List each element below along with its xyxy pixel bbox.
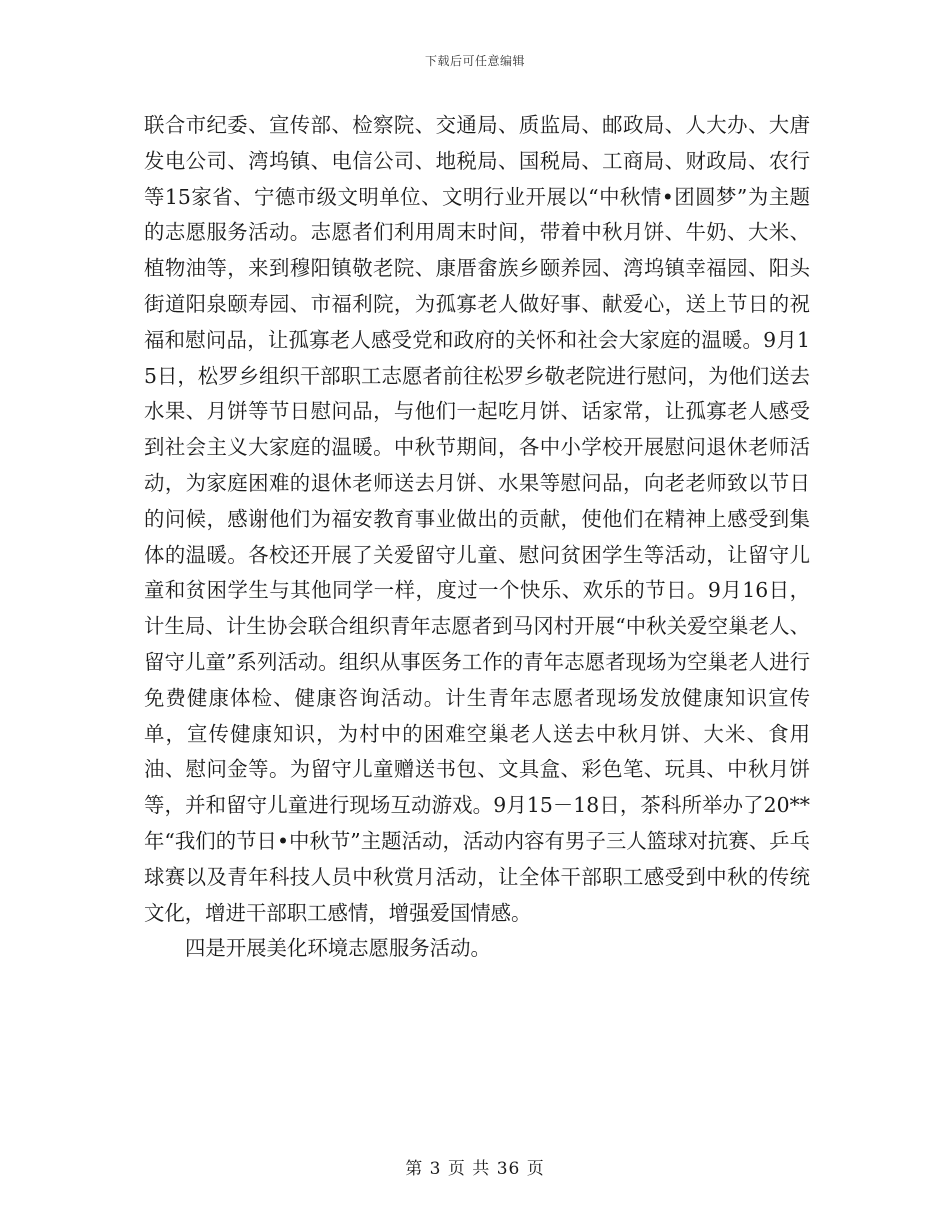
document-body <box>144 108 810 967</box>
body-paragraph-1: 联合市纪委、宣传部、检察院、交通局、质监局、邮政局、人大办、大唐发电公司、湾坞镇、电信公司、地税局、国税局、工商局、财政局、农行等15家省、宁德市级文明单位、文明行业开展以“中秋情•团圆梦”为主题的志愿服务活动。志愿者们利用周末时间，带着中秋月饼、牛奶、大米、植物油等，来到穆阳镇敬老院、康厝畲族乡颐养园、湾坞镇幸福园、阳头街道阳泉颐寿园、市福利院，为孤寡老人做好事、献爱心，送上节日的祝福和慰问品，让孤寡老人感受党和政府的关怀和社会大家庭的温暖。9月15日，松罗乡组织干部职工志愿者前往松罗乡敬老院进行慰问，为他们送去水果、月饼等节日慰问品，与他们一起吃月饼、话家常，让孤寡老人感受到社会主义大家庭的温暖。中秋节期间，各中小学校开展慰问退休老师活动，为家庭困难的退休老师送去月饼、水果等慰问品，向老老师致以节日的问候，感谢他们为福安教育事业做出的贡献，使他们在精神上感受到集体的温暖。各校还开展了关爱留守儿童、慰问贫困学生等活动，让留守儿童和贫困学生与其他同学一样，度过一个快乐、欢乐的节日。9月16日，计生局、计生协会联合组织青年志愿者到马冈村开展“中秋关爱空巢老人、留守儿童”系列活动。组织从事医务工作的青年志愿者现场为空巢老人进行免费健康体检、健康咨询活动。计生青年志愿者现场发放健康知识宣传单，宣传健康知识，为村中的困难空巢老人送去中秋月饼、大米、食用油、慰问金等。为留守儿童赠送书包、文具盒、彩色笔、玩具、中秋月饼等，并和留守儿童进行现场互动游戏。9月15－18日，茶科所举办了20**年“我们的节日•中秋节”主题活动，活动内容有男子三人篮球对抗赛、乒乓球赛以及青年科技人员中秋赏月活动，让全体干部职工感受到中秋的传统文化，增进干部职工感情，增强爱国情感。 <box>144 113 810 925</box>
body-paragraph-2: 四是开展美化环境志愿服务活动。 <box>185 936 491 961</box>
page-header: 下载后可任意编辑 <box>424 54 525 68</box>
page-number-footer: 第 3 页 共 36 页 <box>405 1159 545 1179</box>
